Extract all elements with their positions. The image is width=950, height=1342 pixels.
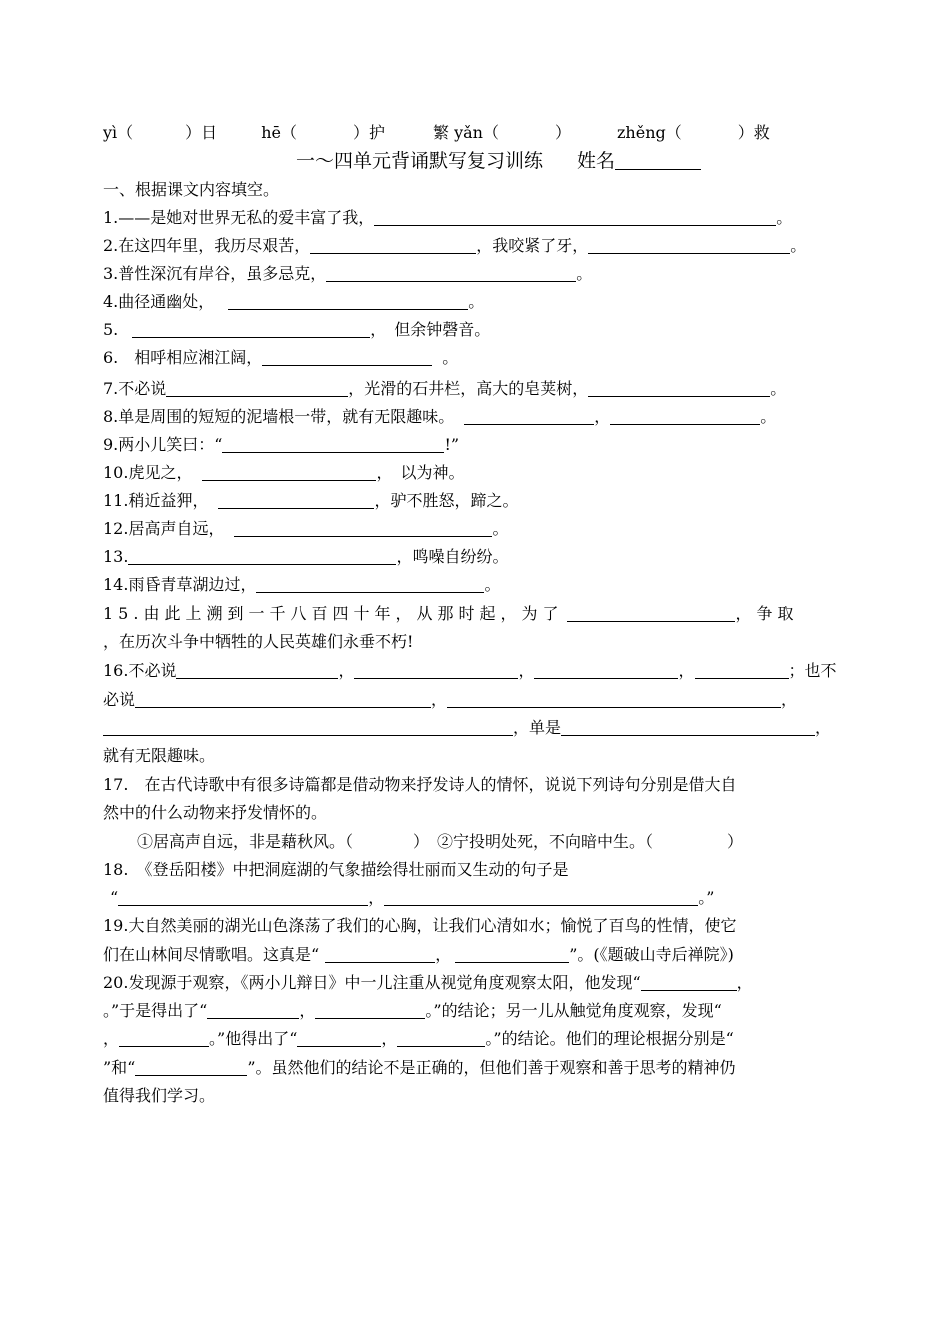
question-1	[103, 208, 853, 228]
q6-text: 6. 相呼相应湘江阔，	[103, 348, 263, 367]
q16-blank-5[interactable]	[135, 691, 431, 708]
question-20-line-4	[103, 1058, 853, 1078]
q6-blank[interactable]	[262, 349, 432, 366]
q10-end: ， 以为神。	[376, 463, 465, 482]
q16-blank-7[interactable]	[103, 719, 513, 736]
q20-text-5: 。”的结论。他们的理论根据分别是“	[485, 1029, 734, 1048]
q16-sep-4: ；也不	[788, 661, 837, 680]
q10-blank[interactable]	[202, 464, 376, 481]
q20-blank-1[interactable]	[641, 974, 737, 991]
page-title	[296, 149, 701, 173]
q2-blank-2[interactable]	[588, 237, 790, 254]
q19-sep: ，	[435, 945, 452, 964]
q7-end: 。	[770, 379, 787, 398]
question-17-items	[137, 832, 887, 852]
q20-text-2: 。”于是得出了“	[103, 1001, 208, 1020]
q5-text: 5.	[103, 320, 119, 339]
q16-sep-2: ，	[518, 661, 535, 680]
q2-text: 2.在这四年里，我历尽艰苦，	[103, 236, 311, 255]
q20-text-4: 。”他得出了“	[209, 1029, 298, 1048]
q1-blank[interactable]	[374, 209, 776, 226]
q15-end: ，在历次斗争中牺牲的人民英雄们永垂不朽!	[103, 632, 414, 651]
pinyin-1-char: ）日	[185, 123, 218, 142]
name-label: 姓名	[577, 150, 616, 172]
q2-mid: ，我咬紧了牙，	[476, 236, 589, 255]
q13-end: ，鸣噪自纷纷。	[396, 547, 509, 566]
q20-text: 20.发现源于观察，《两小儿辩日》中一儿注重从视觉角度观察太阳，他发现“	[103, 973, 641, 992]
name-blank[interactable]	[615, 149, 701, 170]
q16-blank-8[interactable]	[561, 719, 815, 736]
q11-text: 11.稍近益狎，	[103, 491, 209, 510]
q9-text: 9.两小儿笑曰：“	[103, 435, 223, 454]
q14-text: 14.雨昏青草湖边过，	[103, 575, 257, 594]
q17-text: 17. 在古代诗歌中有很多诗篇都是借动物来抒发诗人的情怀，说说下列诗句分别是借大自	[103, 775, 737, 794]
q20-end: 值得我们学习。	[103, 1086, 216, 1105]
q9-blank[interactable]	[222, 436, 444, 453]
q20-blank-3[interactable]	[315, 1002, 425, 1019]
q10-text: 10.虎见之，	[103, 463, 193, 482]
q20-sep-1: ，	[736, 973, 753, 992]
q3-text: 3.普性深沉有岸谷，虽多忌克，	[103, 264, 327, 283]
q8-text: 8.单是周围的短短的泥墙根一带，就有无限趣味。	[103, 407, 455, 426]
question-16	[103, 661, 853, 681]
q12-end: 。	[492, 519, 509, 538]
q7-blank-2[interactable]	[588, 380, 770, 397]
q4-blank[interactable]	[228, 293, 468, 310]
q19-text: 19.大自然美丽的湖光山色涤荡了我们的心胸，让我们心清如水；愉悦了百鸟的性情，使它	[103, 916, 737, 935]
q1-end: 。	[776, 208, 793, 227]
pinyin-row	[103, 123, 853, 143]
question-20-line-2	[103, 1001, 853, 1021]
q20-sep-2: ，	[299, 1001, 316, 1020]
q16-text-3: ，单是	[513, 718, 562, 737]
q8-blank-2[interactable]	[610, 408, 760, 425]
q4-end: 。	[468, 292, 485, 311]
section-1-label: 一、根据课文内容填空。	[103, 180, 280, 199]
q7-blank-1[interactable]	[166, 380, 348, 397]
q15-mid: ，争取	[735, 604, 799, 623]
q16-text: 16.不必说	[103, 661, 177, 680]
q20-sep-3: ，	[103, 1029, 120, 1048]
q7-mid: ，光滑的石井栏，高大的皂荚树，	[348, 379, 589, 398]
q16-blank-3[interactable]	[534, 662, 678, 679]
q16-blank-6[interactable]	[447, 691, 781, 708]
q19-end: ”。(《题破山寺后禅院》)	[569, 945, 734, 964]
q20-text-7: ”。虽然他们的结论不是正确的，但他们善于观察和善于思考的精神仍	[247, 1058, 736, 1077]
question-17	[103, 775, 853, 795]
pinyin-1: yì（	[103, 123, 134, 142]
q17-item-end: ）	[727, 832, 744, 851]
question-2	[103, 236, 853, 256]
title-text: 一～四单元背诵默写复习训练	[296, 150, 544, 172]
q15-blank[interactable]	[567, 605, 735, 622]
question-4	[103, 292, 853, 312]
question-19-cont	[103, 945, 853, 965]
q19-blank-2[interactable]	[455, 946, 569, 963]
q9-end: !”	[444, 435, 460, 454]
question-10	[103, 463, 853, 483]
question-16-line-2	[103, 690, 853, 710]
pinyin-2: hē（	[261, 123, 297, 142]
q20-sep-4: ，	[381, 1029, 398, 1048]
question-12	[103, 519, 853, 539]
q14-blank[interactable]	[256, 576, 484, 593]
q11-end: ，驴不胜怒，蹄之。	[374, 491, 519, 510]
q8-end: 。	[760, 407, 777, 426]
question-15	[103, 604, 853, 624]
q6-end: 。	[442, 348, 459, 367]
q20-text-6: ”和“	[103, 1058, 136, 1077]
q16-sep-1: ，	[338, 661, 355, 680]
question-3	[103, 264, 853, 284]
pinyin-4: zhěng（	[616, 123, 682, 142]
question-16-line-3	[103, 718, 853, 738]
q14-end: 。	[484, 575, 501, 594]
q16-text-2: 必说	[103, 690, 136, 709]
q12-blank[interactable]	[234, 520, 492, 537]
q18-blank-1[interactable]	[118, 889, 368, 906]
q2-end: 。	[790, 236, 807, 255]
question-18-cont	[110, 888, 860, 908]
q16-blank-2[interactable]	[354, 662, 518, 679]
q16-sep-5: ，	[431, 690, 448, 709]
q13-blank[interactable]	[128, 548, 396, 565]
question-20-line-3	[103, 1029, 853, 1049]
q16-sep-3: ，	[678, 661, 695, 680]
q12-text: 12.居高声自远，	[103, 519, 225, 538]
q20-text-3: 。”的结论；另一儿从触觉角度观察，发现“	[425, 1001, 722, 1020]
q20-blank-2[interactable]	[207, 1002, 299, 1019]
pinyin-4-char: ）救	[737, 123, 770, 142]
q16-sep-7: ，	[815, 718, 832, 737]
q17-text-2: 然中的什么动物来抒发情怀的。	[103, 803, 328, 822]
q11-blank[interactable]	[218, 492, 374, 509]
q16-blank-1[interactable]	[176, 662, 338, 679]
question-15-cont	[103, 632, 853, 652]
q18-text: 18. 《登岳阳楼》中把洞庭湖的气象描绘得壮丽而又生动的句子是	[103, 860, 569, 879]
section-heading	[103, 180, 853, 200]
q17-item-1: ①居高声自远，非是藉秋风。（	[137, 832, 354, 851]
q3-end: 。	[576, 264, 593, 283]
q17-item-2: ） ②宁投明处死，不向暗中生。（	[413, 832, 654, 851]
question-17-cont	[103, 803, 853, 823]
q8-mid: ，	[594, 407, 611, 426]
q8-blank-1[interactable]	[464, 408, 594, 425]
q3-blank[interactable]	[326, 265, 576, 282]
question-11	[103, 491, 853, 511]
question-20-line-5	[103, 1086, 853, 1106]
q20-blank-5[interactable]	[297, 1030, 381, 1047]
q18-end: 。”	[698, 888, 715, 907]
question-16-line-4	[103, 746, 853, 766]
q16-sep-6: ，	[781, 690, 798, 709]
q16-end: 就有无限趣味。	[103, 746, 216, 765]
question-18	[103, 860, 853, 880]
q5-blank[interactable]	[132, 321, 370, 338]
q18-open-quote: “	[110, 888, 119, 907]
question-8	[103, 407, 853, 427]
q13-text: 13.	[103, 547, 129, 566]
q18-blank-2[interactable]	[384, 889, 698, 906]
q20-blank-7[interactable]	[135, 1059, 247, 1076]
q7-text: 7.不必说	[103, 379, 167, 398]
pinyin-2-char: ）护	[352, 123, 385, 142]
q4-text: 4.曲径通幽处，	[103, 292, 215, 311]
question-5	[103, 320, 853, 340]
pinyin-3-char: ）	[554, 123, 571, 142]
question-14	[103, 575, 853, 595]
q1-text: 1.——是她对世界无私的爱丰富了我，	[103, 208, 375, 227]
q5-end: ， 但余钟磬音。	[370, 320, 491, 339]
q18-sep: ，	[368, 888, 385, 907]
question-19	[103, 916, 853, 936]
q19-blank-1[interactable]	[325, 946, 435, 963]
q16-blank-4[interactable]	[695, 662, 789, 679]
question-9	[103, 435, 853, 455]
question-6	[103, 348, 853, 368]
question-7	[103, 379, 853, 399]
q2-blank-1[interactable]	[310, 237, 476, 254]
q19-text-2: 们在山林间尽情歌唱。这真是“	[103, 945, 320, 964]
pinyin-3: 繁 yǎn（	[432, 123, 499, 142]
q15-text: 15.由此上溯到一千八百四十年，从那时起，为了	[103, 604, 564, 623]
q20-blank-6[interactable]	[397, 1030, 485, 1047]
q20-blank-4[interactable]	[119, 1030, 209, 1047]
question-20	[103, 973, 853, 993]
question-13	[103, 547, 853, 567]
